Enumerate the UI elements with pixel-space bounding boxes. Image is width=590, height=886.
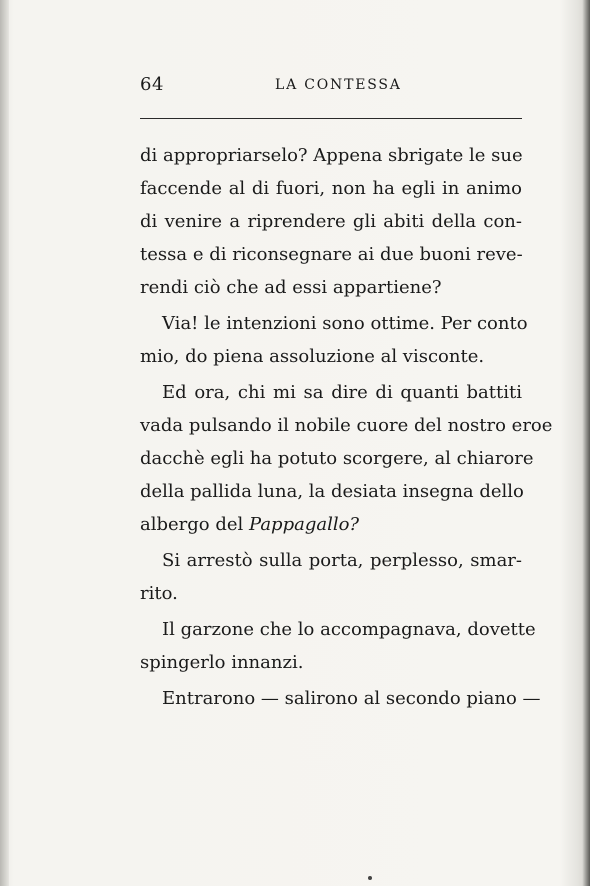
text-line: di appropriarselo? Appena sbrigate le sue [140, 145, 523, 166]
running-header [140, 74, 522, 102]
text-line: Il garzone che lo accompagnava, dovette [162, 619, 536, 640]
header-rule [140, 118, 522, 119]
text-line: Via! le intenzioni sono ottime. Per conto [162, 313, 528, 334]
text-line: rendi ciò che ad essi appartiene? [140, 277, 442, 298]
text-line: tessa e di riconsegnare ai due buoni reve- [140, 244, 523, 265]
page-binding-right [582, 0, 590, 886]
italic-title: Pappagallo? [249, 514, 360, 535]
text-line-with-italic [140, 509, 359, 541]
text-line: spingerlo innanzi. [140, 652, 304, 673]
print-speck [368, 876, 372, 880]
running-title: LA CONTESSA [275, 77, 402, 93]
text-line: faccende al di fuori, non ha egli in animo [140, 178, 522, 199]
text-line: dacchè egli ha potuto scorgere, al chiarore [140, 448, 534, 469]
text-line: Ed ora, chi mi sa dire di quanti battiti [162, 382, 522, 403]
page-binding-left [0, 0, 9, 886]
page-number: 64 [140, 74, 164, 95]
text-line: rito. [140, 583, 178, 604]
text-line: della pallida luna, la desiata insegna dello [140, 481, 524, 502]
text-line: di venire a riprendere gli abiti della con- [140, 211, 522, 232]
text-line: mio, do piena assoluzione al visconte. [140, 346, 485, 367]
text-fragment: albergo del [140, 514, 250, 535]
text-line: Entrarono — salirono al secondo piano — [162, 688, 541, 709]
text-line: Si arrestò sulla porta, perplesso, smar- [162, 550, 522, 571]
text-line: vada pulsando il nobile cuore del nostro eroe [140, 415, 553, 436]
